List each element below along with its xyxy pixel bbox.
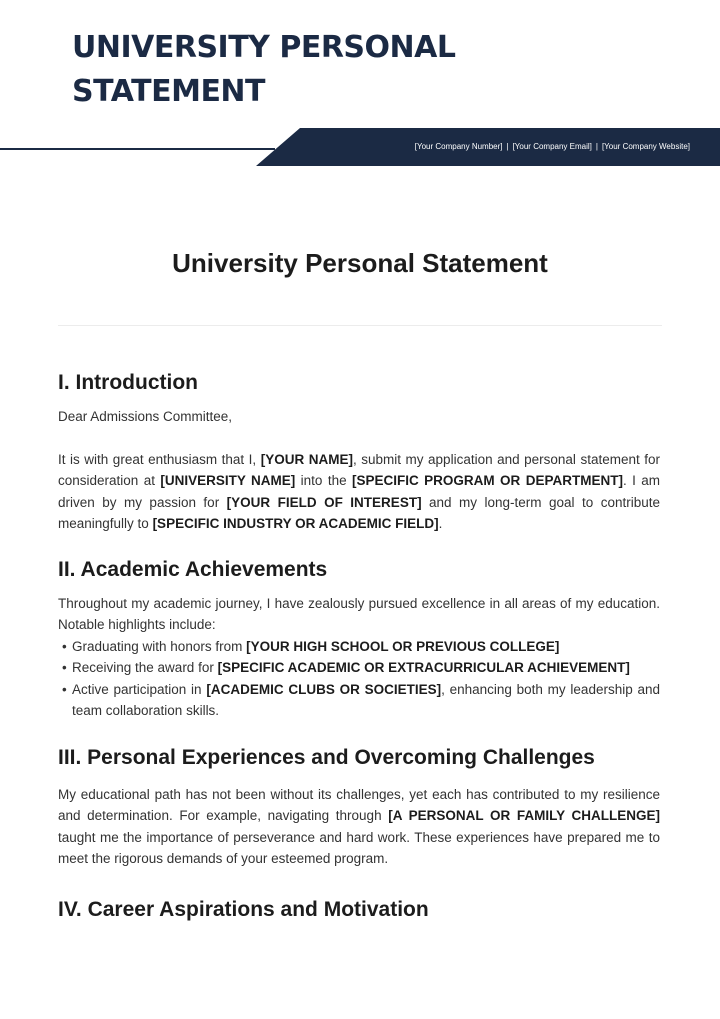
academic-intro-paragraph: Throughout my academic journey, I have zealously pursued excellence in all areas of my education. Notable highlights include: <box>58 595 660 632</box>
text: and my long-term goal to contribute meaningfully to <box>58 494 660 531</box>
section-academic-achievements <box>58 555 660 722</box>
text: Receiving the award for <box>72 660 218 675</box>
text: . I am driven by my passion for <box>58 473 661 510</box>
section-career-aspirations <box>58 895 660 925</box>
header-title <box>72 26 455 114</box>
text: , submit my application and personal statement for consideration at <box>58 451 661 488</box>
header-title-line-2: STATEMENT <box>72 74 266 109</box>
text: Active participation in <box>72 681 207 697</box>
title-divider <box>58 325 662 326</box>
contact-info <box>415 142 690 151</box>
placeholder-clubs: [ACADEMIC CLUBS OR SOCIETIES] <box>206 681 442 697</box>
contact-separator: | <box>595 142 598 151</box>
placeholder-industry: [SPECIFIC INDUSTRY OR ACADEMIC FIELD] <box>152 516 439 531</box>
text: into the <box>295 473 352 488</box>
placeholder-your-name: [YOUR NAME] <box>260 451 353 467</box>
placeholder-university-name: [UNIVERSITY NAME] <box>160 473 296 488</box>
company-website: [Your Company Website] <box>601 142 690 151</box>
introduction-paragraph <box>58 449 660 535</box>
text: Graduating with honors from <box>72 638 247 654</box>
text: , enhancing both my leadership and team collaboration skills. <box>72 681 660 718</box>
placeholder-field-of-interest: [YOUR FIELD OF INTEREST] <box>226 494 422 510</box>
text: taught me the importance of perseverance and hard work. These experiences have prepared me to meet the rigorous demands of your esteemed program. <box>58 829 660 866</box>
placeholder-program: [SPECIFIC PROGRAM OR DEPARTMENT] <box>352 473 623 488</box>
list-item <box>58 657 660 679</box>
section-personal-experiences <box>58 743 660 870</box>
section-title: IV. Career Aspirations and Motivation <box>58 897 429 921</box>
text: . <box>438 516 443 531</box>
document-body <box>58 368 660 925</box>
company-email: [Your Company Email] <box>512 142 592 151</box>
company-number: [Your Company Number] <box>414 142 503 151</box>
text: My educational path has not been without its challenges, yet each has contributed to my resilience and determination. For example, navigating through <box>58 786 660 823</box>
text: It is with great enthusiasm that I, <box>58 451 261 467</box>
list-item <box>58 636 660 658</box>
contact-separator: | <box>506 142 509 151</box>
section-title: I. Introduction <box>58 371 198 394</box>
personal-paragraph <box>58 784 660 870</box>
placeholder-challenge: [A PERSONAL OR FAMILY CHALLENGE] <box>388 808 660 823</box>
placeholder-achievement: [SPECIFIC ACADEMIC OR EXTRACURRICULAR ACHIEVEMENT] <box>217 660 630 675</box>
section-title: II. Academic Achievements <box>58 557 328 581</box>
document-title: University Personal Statement <box>172 248 548 278</box>
section-introduction <box>58 368 660 535</box>
placeholder-previous-school: [YOUR HIGH SCHOOL OR PREVIOUS COLLEGE] <box>246 638 560 654</box>
list-item <box>58 679 660 722</box>
header-rule <box>0 148 275 150</box>
section-title: III. Personal Experiences and Overcoming Challenges <box>58 745 595 769</box>
achievements-list <box>58 636 660 722</box>
salutation: Dear Admissions Committee, <box>58 409 233 424</box>
header-title-line-1: UNIVERSITY PERSONAL <box>72 30 456 65</box>
